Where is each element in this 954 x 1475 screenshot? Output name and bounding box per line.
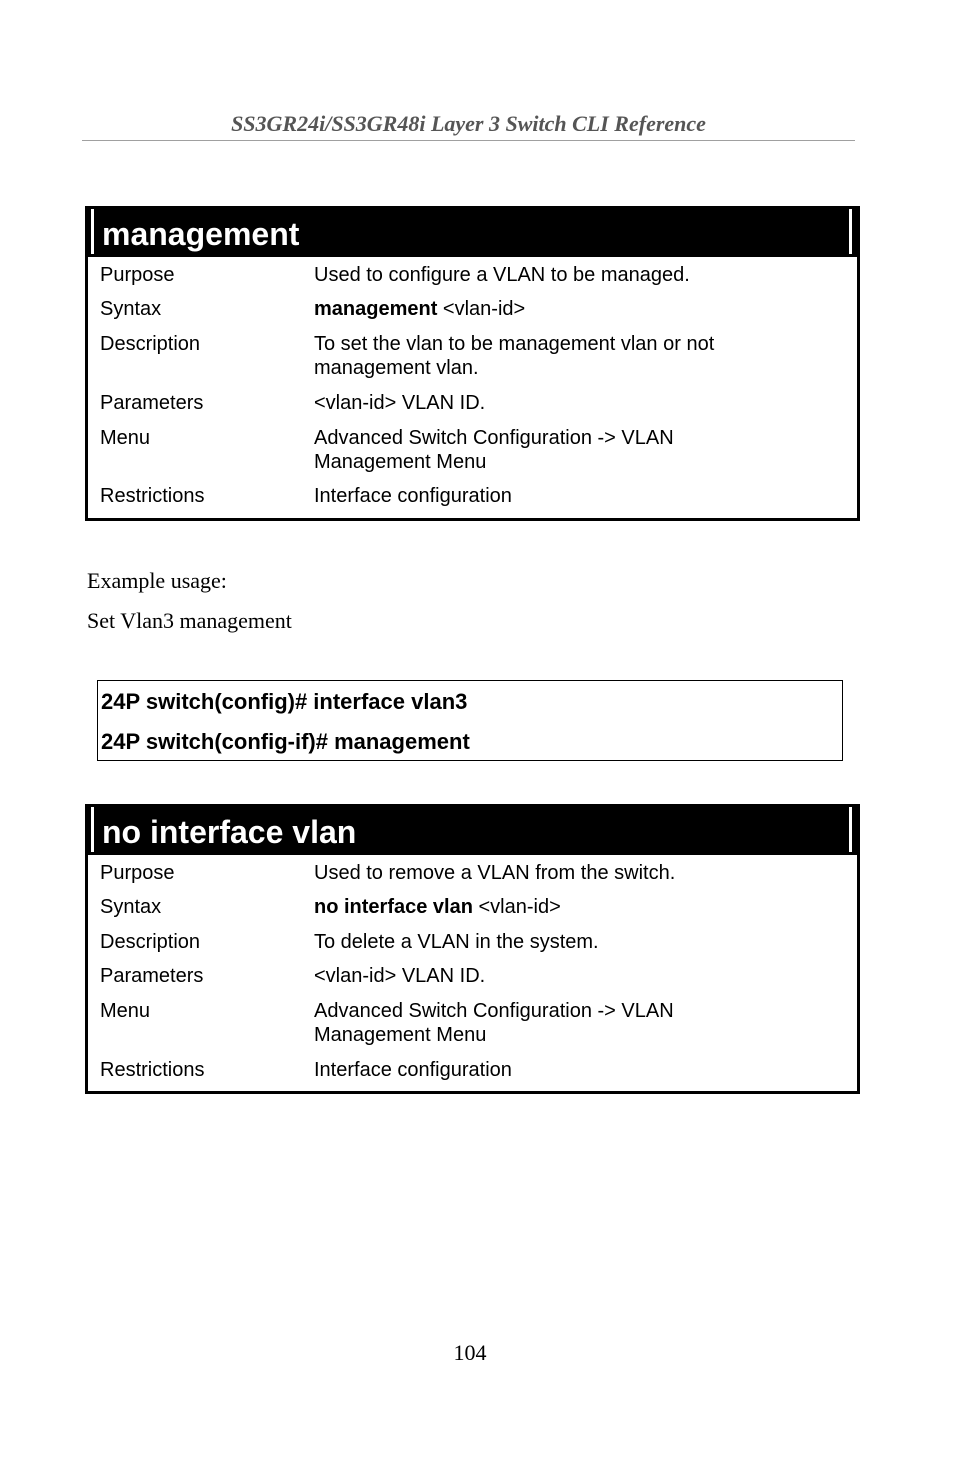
menu-label: Menu [100, 1000, 151, 1022]
example-usage-label: Example usage: [87, 568, 227, 593]
syntax-command: no interface vlan [314, 896, 473, 918]
menu-row [88, 999, 857, 1047]
description-value [314, 332, 857, 380]
syntax-args: <vlan-id> [472, 896, 561, 918]
code-line: 24P switch(config-if)# management [101, 729, 470, 754]
example-caption: Set Vlan3 management [87, 608, 292, 633]
command-table-no-interface-vlan [85, 804, 860, 1094]
parameters-value: <vlan-id> VLAN ID. [314, 392, 486, 414]
syntax-label: Syntax [100, 298, 162, 320]
menu-value [314, 426, 857, 474]
menu-value [314, 999, 857, 1047]
code-line: 24P switch(config)# interface vlan3 [101, 689, 468, 714]
menu-line: Advanced Switch Configuration -> VLAN [314, 1000, 674, 1022]
purpose-label: Purpose [100, 862, 175, 884]
title-edge-left [91, 209, 94, 254]
parameters-row [88, 391, 857, 415]
description-label: Description [100, 931, 201, 953]
menu-label: Menu [100, 427, 151, 449]
restrictions-row [88, 1058, 857, 1082]
syntax-row [88, 895, 857, 919]
command-name: management [102, 216, 300, 252]
syntax-value [314, 895, 857, 919]
parameters-label: Parameters [100, 392, 204, 414]
restrictions-value: Interface configuration [314, 485, 512, 507]
syntax-label: Syntax [100, 896, 162, 918]
command-title [88, 206, 857, 257]
restrictions-label: Restrictions [100, 1059, 205, 1081]
description-line: management vlan. [314, 357, 479, 379]
menu-row [88, 426, 857, 474]
purpose-value: Used to configure a VLAN to be managed. [314, 264, 690, 286]
purpose-label: Purpose [100, 264, 175, 286]
menu-line: Management Menu [314, 1024, 487, 1046]
restrictions-value: Interface configuration [314, 1059, 512, 1081]
parameters-value: <vlan-id> VLAN ID. [314, 965, 486, 987]
command-name: no interface vlan [102, 814, 357, 850]
menu-line: Management Menu [314, 451, 487, 473]
title-edge-right [849, 209, 852, 254]
syntax-row [88, 297, 857, 321]
restrictions-label: Restrictions [100, 485, 205, 507]
description-line: To set the vlan to be management vlan or not [314, 333, 715, 355]
example-code-box [97, 680, 843, 761]
description-label: Description [100, 333, 201, 355]
syntax-value [314, 297, 857, 321]
description-row [88, 930, 857, 954]
title-edge-left [91, 807, 94, 852]
purpose-row [88, 263, 857, 287]
page-number: 104 [453, 1340, 487, 1365]
running-header: SS3GR24i/SS3GR48i Layer 3 Switch CLI Reference [82, 110, 855, 141]
restrictions-row [88, 484, 857, 508]
command-title [88, 804, 857, 855]
description-row [88, 332, 857, 380]
parameters-row [88, 964, 857, 988]
syntax-command: management [314, 298, 438, 320]
command-table-management [85, 206, 860, 521]
title-edge-right [849, 807, 852, 852]
syntax-args: <vlan-id> [437, 298, 526, 320]
purpose-value: Used to remove a VLAN from the switch. [314, 862, 676, 884]
menu-line: Advanced Switch Configuration -> VLAN [314, 427, 674, 449]
purpose-row [88, 861, 857, 885]
parameters-label: Parameters [100, 965, 204, 987]
description-value: To delete a VLAN in the system. [314, 931, 599, 953]
